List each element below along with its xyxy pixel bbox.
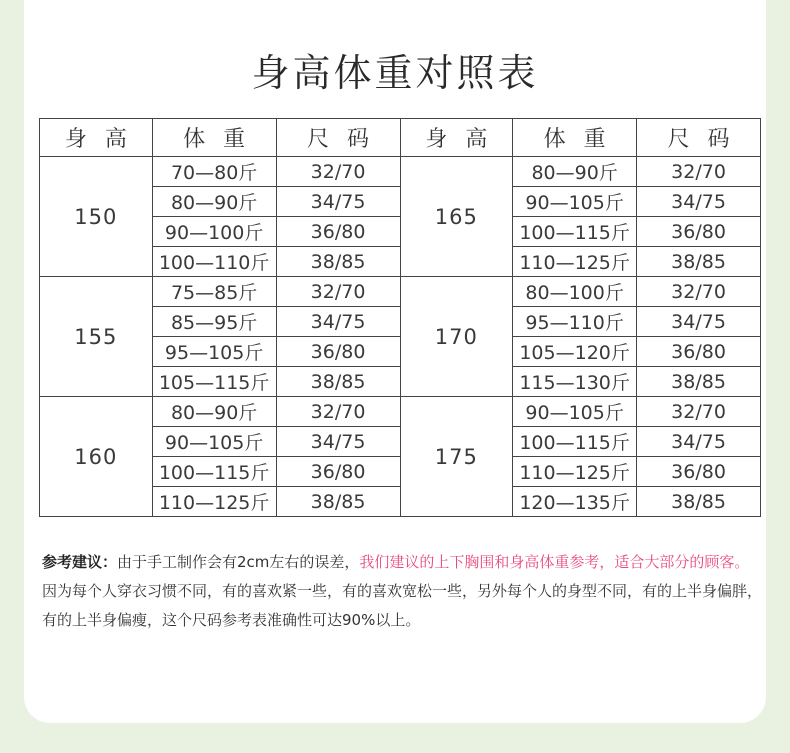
- height-cell-right: 170: [400, 277, 513, 397]
- size-cell-left: 38/85: [276, 487, 400, 517]
- weight-cell-right: 115—130斤: [513, 367, 637, 397]
- weight-cell-right: 80—100斤: [513, 277, 637, 307]
- header-weight-right: 体重: [513, 119, 637, 157]
- weight-cell-left: 100—110斤: [152, 247, 276, 277]
- weight-cell-left: 75—85斤: [152, 277, 276, 307]
- weight-cell-left: 70—80斤: [152, 157, 276, 187]
- weight-cell-right: 105—120斤: [513, 337, 637, 367]
- table-body: [40, 157, 761, 517]
- size-cell-left: 34/75: [276, 427, 400, 457]
- table-row: [40, 157, 761, 187]
- weight-cell-right: 95—110斤: [513, 307, 637, 337]
- weight-cell-right: 120—135斤: [513, 487, 637, 517]
- header-weight-left: 体重: [152, 119, 276, 157]
- header-height-left: 身高: [40, 119, 153, 157]
- page-title: 身高体重对照表: [251, 51, 539, 95]
- size-cell-left: 34/75: [276, 187, 400, 217]
- size-cell-right: 32/70: [637, 157, 761, 187]
- size-cell-right: 36/80: [637, 457, 761, 487]
- note-text-2: 因为每个人穿衣习惯不同，有的喜欢紧一些，有的喜欢宽松一些，另外每个人的身型不同，有的上半身偏胖，有的上半身偏瘦，这个尺码参考表准确性可达90%以上。: [42, 582, 763, 629]
- height-cell-right: 175: [400, 397, 513, 517]
- size-cell-right: 38/85: [637, 487, 761, 517]
- note-highlight: 我们建议的上下胸围和身高体重参考，适合大部分的顾客。: [359, 553, 750, 571]
- header-size-right: 尺码: [637, 119, 761, 157]
- size-cell-left: 32/70: [276, 277, 400, 307]
- weight-cell-left: 105—115斤: [152, 367, 276, 397]
- weight-cell-left: 100—115斤: [152, 457, 276, 487]
- size-cell-left: 34/75: [276, 307, 400, 337]
- size-cell-right: 34/75: [637, 427, 761, 457]
- size-cell-right: 34/75: [637, 307, 761, 337]
- size-cell-left: 38/85: [276, 367, 400, 397]
- size-cell-left: 36/80: [276, 217, 400, 247]
- weight-cell-left: 85—95斤: [152, 307, 276, 337]
- weight-cell-left: 95—105斤: [152, 337, 276, 367]
- height-cell-left: 160: [40, 397, 153, 517]
- weight-cell-right: 80—90斤: [513, 157, 637, 187]
- header-height-right: 身高: [400, 119, 513, 157]
- note-text-1: 由于手工制作会有2cm左右的误差，: [117, 553, 360, 571]
- size-cell-left: 32/70: [276, 157, 400, 187]
- size-cell-right: 38/85: [637, 247, 761, 277]
- height-cell-left: 150: [40, 157, 153, 277]
- weight-cell-right: 90—105斤: [513, 187, 637, 217]
- weight-cell-right: 90—105斤: [513, 397, 637, 427]
- size-cell-right: 32/70: [637, 397, 761, 427]
- size-cell-right: 32/70: [637, 277, 761, 307]
- size-cell-left: 38/85: [276, 247, 400, 277]
- table-row: [40, 277, 761, 307]
- height-cell-left: 155: [40, 277, 153, 397]
- table-row: [40, 397, 761, 427]
- weight-cell-right: 110—125斤: [513, 247, 637, 277]
- size-cell-left: 32/70: [276, 397, 400, 427]
- size-cell-left: 36/80: [276, 337, 400, 367]
- reference-note: [42, 548, 762, 635]
- weight-cell-left: 110—125斤: [152, 487, 276, 517]
- weight-cell-right: 100—115斤: [513, 427, 637, 457]
- size-cell-right: 36/80: [637, 217, 761, 247]
- weight-cell-right: 100—115斤: [513, 217, 637, 247]
- size-cell-right: 38/85: [637, 367, 761, 397]
- header-size-left: 尺码: [276, 119, 400, 157]
- weight-cell-left: 80—90斤: [152, 397, 276, 427]
- note-label: 参考建议：: [42, 553, 118, 571]
- weight-cell-left: 80—90斤: [152, 187, 276, 217]
- table-header-row: [40, 119, 761, 157]
- height-cell-right: 165: [400, 157, 513, 277]
- weight-cell-right: 110—125斤: [513, 457, 637, 487]
- size-chart-table: [39, 118, 761, 517]
- weight-cell-left: 90—100斤: [152, 217, 276, 247]
- weight-cell-left: 90—105斤: [152, 427, 276, 457]
- size-cell-left: 36/80: [276, 457, 400, 487]
- size-cell-right: 34/75: [637, 187, 761, 217]
- size-cell-right: 36/80: [637, 337, 761, 367]
